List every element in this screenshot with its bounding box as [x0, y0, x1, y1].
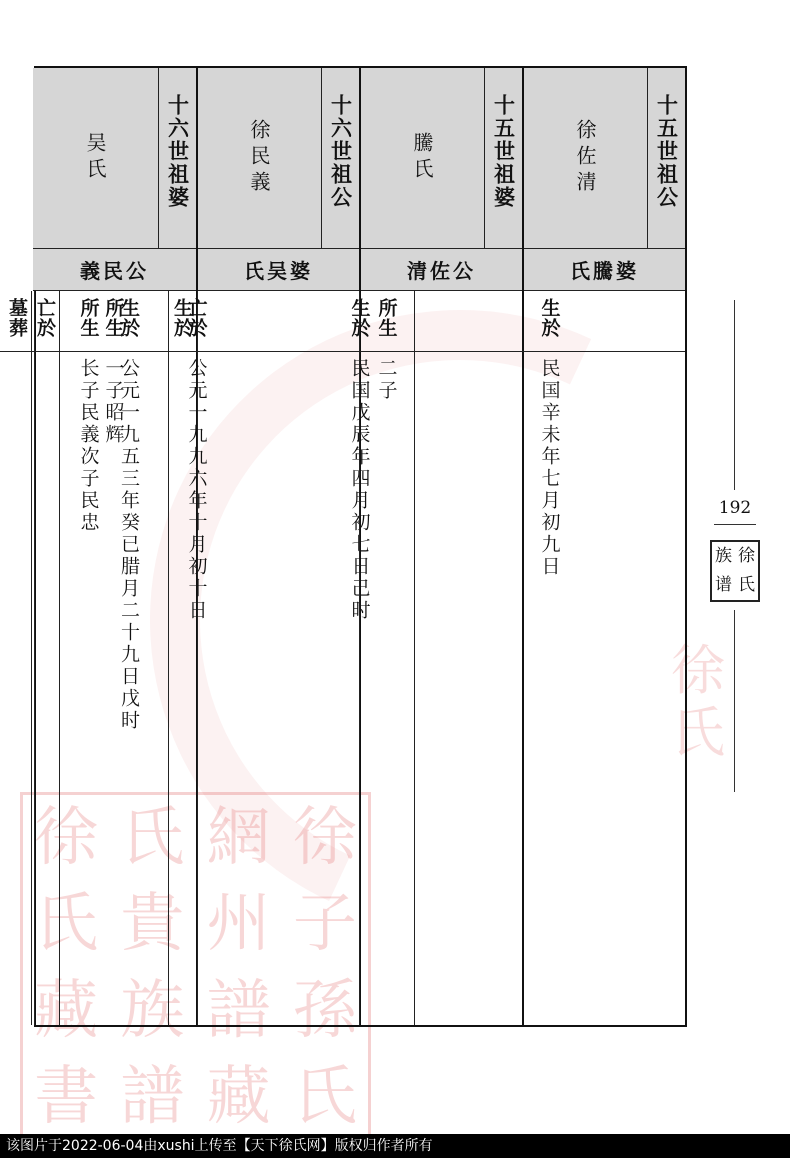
- field-label-born: 生於: [538, 298, 561, 338]
- field-burial: [0, 291, 34, 1025]
- generation-cell: [321, 68, 359, 248]
- person-name: 徐佐清: [573, 119, 597, 197]
- person-name: 徐民義: [247, 119, 271, 197]
- generation-title: 十六世祖婆: [165, 94, 191, 209]
- entry-header: [198, 68, 359, 249]
- field-label-children: 所生: [102, 298, 125, 338]
- died-value: 公元一九九六年十月初十日: [185, 358, 208, 622]
- seal-char: 貴: [120, 887, 185, 962]
- book-title-mark: [710, 540, 760, 602]
- field-died: [34, 291, 359, 1025]
- seal-char: 譜: [120, 1059, 185, 1134]
- spouse-label: 氏吴婆: [198, 249, 359, 291]
- watermark-side-char: 徐: [671, 639, 725, 702]
- seal-char: 譜: [206, 973, 271, 1048]
- field-children: [359, 291, 414, 1025]
- margin-rule-top: [734, 300, 735, 490]
- entry-header: [33, 68, 196, 249]
- seal-char: 書: [34, 1059, 99, 1134]
- genealogy-table: [6, 66, 687, 1027]
- seal-char: 孫: [292, 973, 357, 1048]
- seal-char: 徐: [34, 801, 99, 876]
- seal-char: 氏: [34, 887, 99, 962]
- name-cell: [198, 68, 321, 248]
- children-value: 一子昭辉: [102, 358, 125, 446]
- watermark-side-char: 氏: [671, 701, 725, 765]
- seal-char: 氏: [292, 1059, 357, 1134]
- field-label-born: 生於: [118, 298, 140, 338]
- seal-char: 族: [120, 973, 185, 1048]
- field-label-children: 所生: [77, 298, 100, 338]
- seal-char: 徐: [292, 801, 357, 876]
- field-label-died: 亡於: [34, 298, 56, 338]
- generation-title: 十六世祖公: [328, 94, 354, 209]
- born-value: 公元一九五三年癸已腊月二十九日戊时: [118, 358, 140, 732]
- seal-char: 網: [206, 801, 271, 876]
- field-label-born: 生於: [171, 298, 193, 338]
- seal-char: 氏: [120, 801, 185, 876]
- children-value: 长子民義次子民忠: [77, 358, 100, 534]
- book-mark-char: 氏: [738, 575, 755, 595]
- born-value: 民国戊辰年四月初七日己时: [348, 358, 371, 622]
- spouse-label: 義民公: [33, 249, 196, 291]
- page-number-underline: [714, 524, 756, 525]
- entry-header: [524, 68, 685, 249]
- generation-title: 十五世祖公: [654, 94, 680, 209]
- person-name: 吴氏: [83, 132, 107, 184]
- field-label-burial: 墓葬: [6, 298, 28, 338]
- field-label-died: 亡於: [185, 298, 208, 338]
- seal-char: 藏: [34, 973, 99, 1048]
- margin-rule-bottom: [734, 610, 735, 792]
- seal-char: 藏: [206, 1059, 271, 1134]
- book-mark-char: 谱: [715, 575, 732, 595]
- children-value: 二子: [375, 358, 398, 402]
- spouse-label: 清佐公: [361, 249, 522, 291]
- field-born: [414, 291, 685, 1025]
- upload-footer: 该图片于2022-06-04由xushi上传至【天下徐氏网】版权归作者所有: [0, 1134, 790, 1158]
- person-name: 騰氏: [410, 132, 434, 184]
- generation-cell: [484, 68, 522, 248]
- seal-char: 子: [292, 887, 357, 962]
- name-cell: [524, 68, 647, 248]
- entry-header: [361, 68, 522, 249]
- generation-cell: [647, 68, 685, 248]
- name-cell: [361, 68, 484, 248]
- generation-title: 十五世祖婆: [491, 94, 517, 209]
- field-label-born: 生於: [348, 298, 371, 338]
- born-value: 民国辛未年七月初九日: [538, 358, 561, 578]
- name-cell: [33, 68, 158, 248]
- book-mark-char: 族: [715, 546, 732, 566]
- generation-cell: [158, 68, 196, 248]
- book-mark-char: 徐: [738, 546, 755, 566]
- page-number: 192: [718, 498, 752, 518]
- spouse-label: 氏騰婆: [524, 249, 685, 291]
- seal-char: 州: [206, 887, 271, 962]
- field-label-children: 所生: [375, 298, 398, 338]
